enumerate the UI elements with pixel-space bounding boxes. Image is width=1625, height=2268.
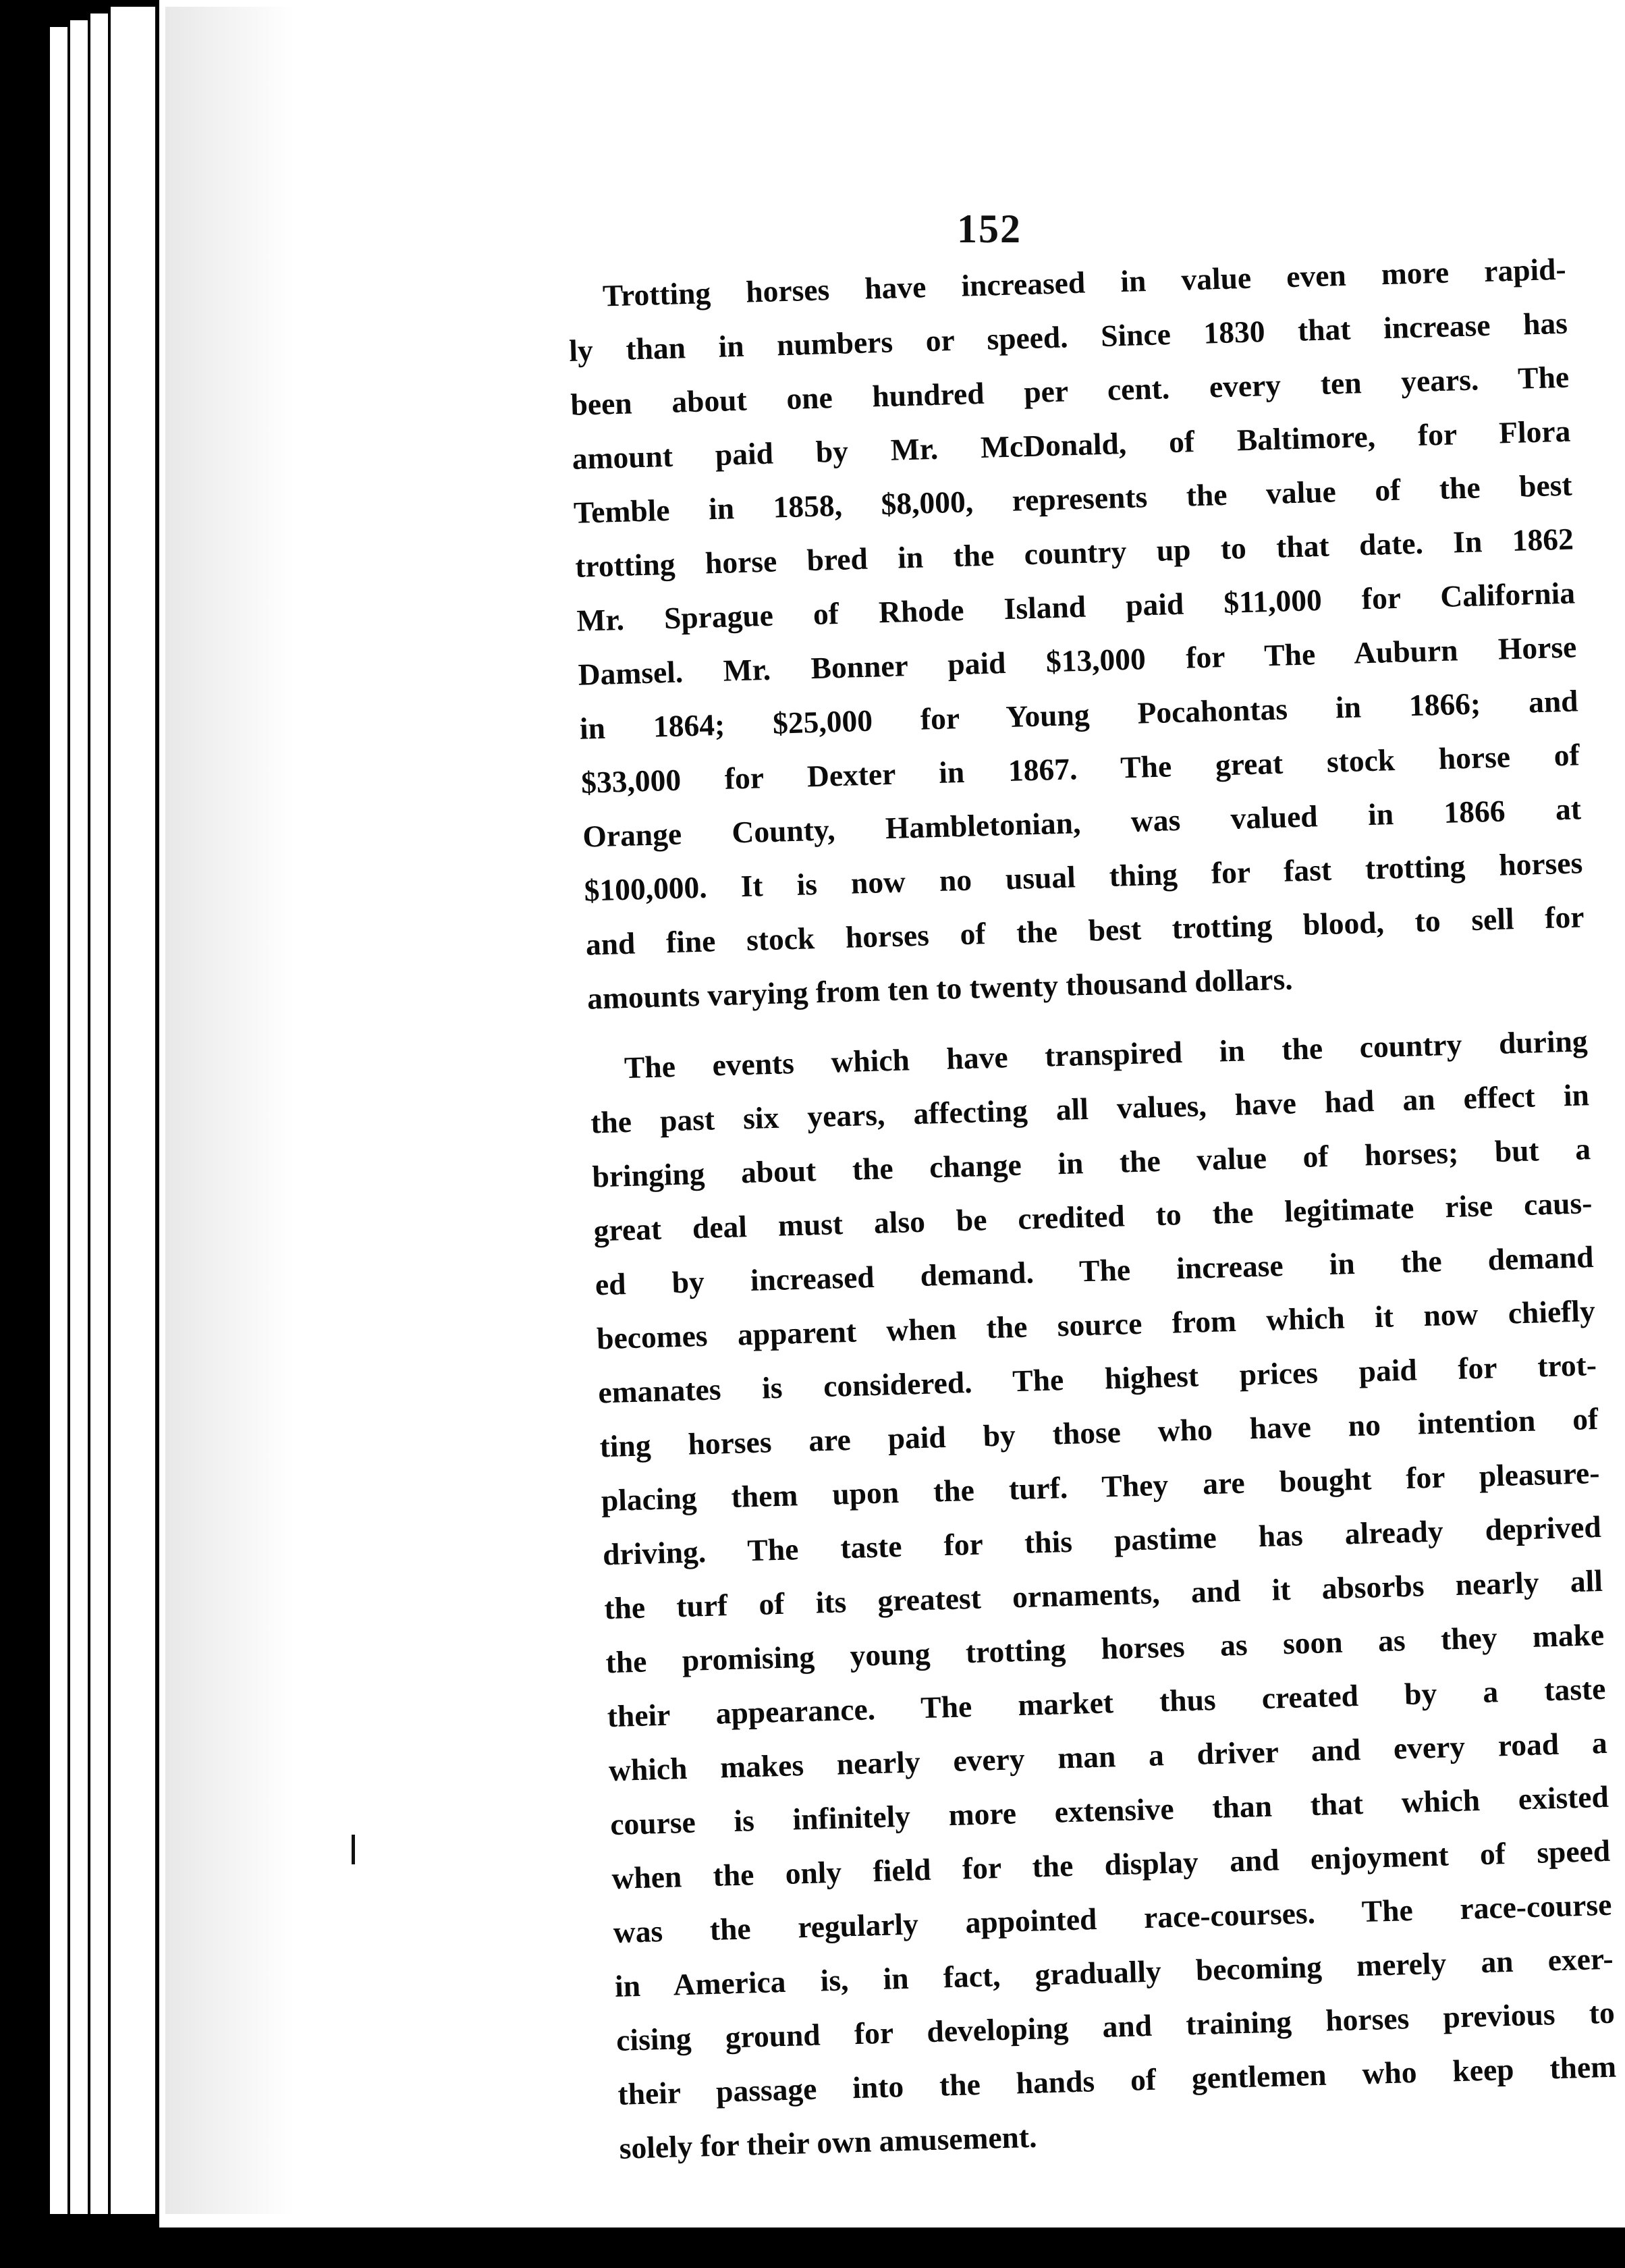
text-line: the past six years, affecting all values, have had an effect in: [590, 1077, 1590, 1140]
text-line: driving. The taste for this pastime has already deprived: [602, 1509, 1602, 1572]
text-line: when the only field for the display and enjoyment of speed: [611, 1833, 1611, 1896]
text-line: bringing about the change in the value of horses; but a: [591, 1131, 1591, 1194]
text-line: their appearance. The market thus created by a taste: [607, 1671, 1606, 1734]
text-line: Temble in 1858, $8,000, represents the value of the best: [573, 467, 1573, 530]
text-line: The events which have transpired in the country during: [624, 1023, 1589, 1085]
text-line: $100,000. It is now no usual thing for fast trotting horses: [583, 845, 1583, 908]
text-line: Orange County, Hambletonian, was valued in 1866 at: [582, 791, 1582, 854]
margin-mark: [352, 1835, 355, 1864]
paragraph-1: [567, 242, 1587, 1026]
text-line: $33,000 for Dexter in 1867. The great stock horse of: [580, 737, 1580, 800]
text-line: which makes nearly every man a driver and every road a: [608, 1725, 1608, 1788]
text-line: the turf of its greatest ornaments, and it absorbs nearly all: [603, 1563, 1603, 1626]
text-line: Damsel. Mr. Bonner paid $13,000 for The Auburn Horse: [578, 629, 1577, 692]
text-line: solely for their own amusement.: [619, 2119, 1038, 2165]
text-line: been about one hundred per cent. every ten years. The: [570, 359, 1570, 422]
text-line: ting horses are paid by those who have no intention of: [599, 1401, 1599, 1464]
text-line: cising ground for developing and training horses previous to: [615, 1995, 1616, 2057]
text-line: great deal must also be credited to the legitimate rise caus-: [593, 1185, 1593, 1248]
text-line: course is infinitely more extensive than that which existed: [609, 1779, 1609, 1842]
text-line: was the regularly appointed race-courses. The race-course: [613, 1887, 1612, 1950]
gutter-shadow: [165, 7, 294, 2214]
text-line: becomes apparent when the source from which it now chiefly: [596, 1293, 1596, 1356]
page-number: 152: [957, 207, 1022, 251]
text-line: emanates is considered. The highest prices paid for trot-: [597, 1347, 1597, 1410]
text-line: amount paid by Mr. McDonald, of Baltimore, for Flora: [572, 413, 1571, 476]
text-line: in 1864; $25,000 for Young Pocahontas in 1866; and: [579, 683, 1579, 746]
text-line: in America is, in fact, gradually becoming merely an exer-: [614, 1941, 1614, 2003]
text-line: trotting horse bred in the country up to that date. In 1862: [574, 521, 1574, 584]
text-line: Mr. Sprague of Rhode Island paid $11,000 for California: [576, 575, 1576, 638]
text-line: the promising young trotting horses as soon as they make: [605, 1617, 1605, 1680]
body-text: [567, 242, 1618, 2176]
paragraph-2: [588, 1014, 1618, 2176]
text-line: amounts varying from ten to twenty thousand dollars.: [586, 961, 1294, 1016]
text-line: ly than in numbers or speed. Since 1830 that increase has: [568, 305, 1568, 368]
text-line: placing them upon the turf. They are bought for pleasure-: [601, 1455, 1601, 1518]
text-line: their passage into the hands of gentlemen who keep them: [617, 2049, 1617, 2111]
text-line: Trotting horses have increased in value even more rapid-: [602, 251, 1567, 313]
text-line: ed by increased demand. The increase in the demand: [595, 1239, 1595, 1302]
text-line: and fine stock horses of the best trotting blood, to sell for: [585, 899, 1585, 962]
